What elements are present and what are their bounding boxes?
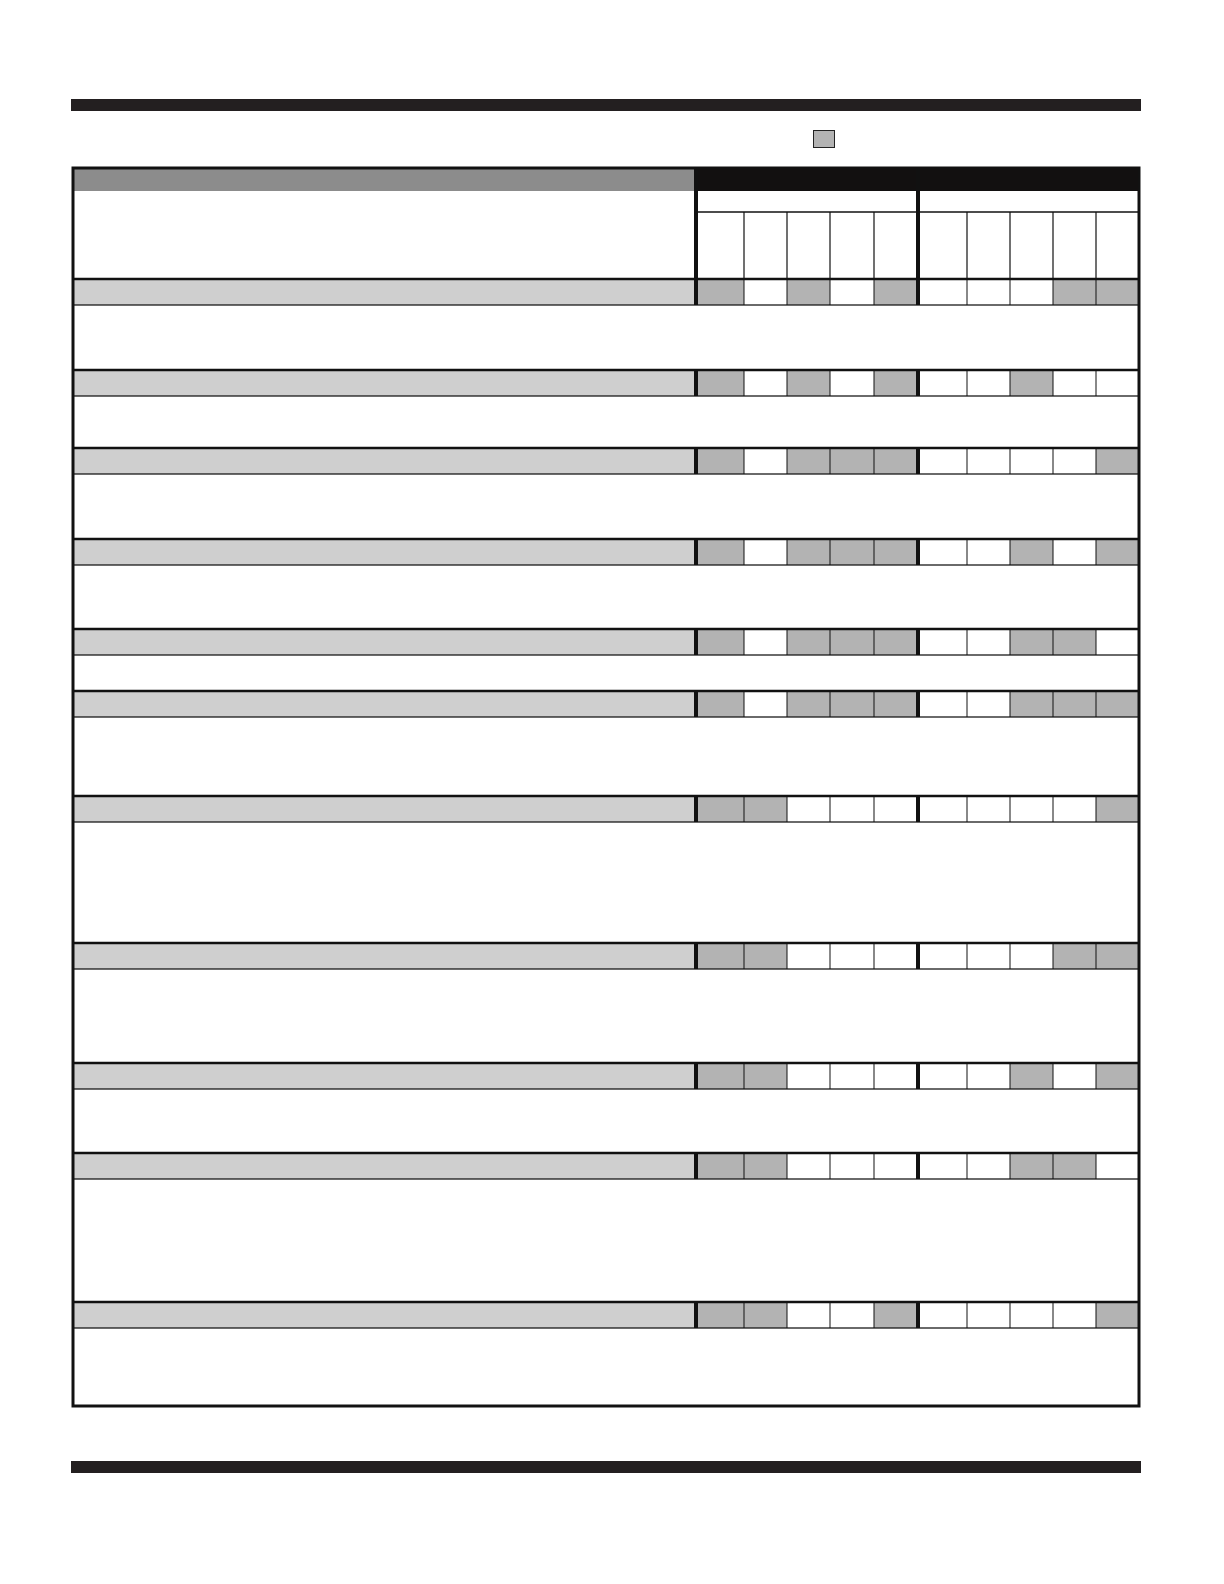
rating-cell xyxy=(787,943,830,969)
rating-cell xyxy=(874,629,918,655)
rating-cell xyxy=(697,1153,744,1179)
rating-cell xyxy=(697,1302,744,1328)
rating-cell xyxy=(874,943,918,969)
rating-cell xyxy=(1010,1302,1053,1328)
rating-cell xyxy=(1053,1302,1096,1328)
rating-cell xyxy=(918,629,967,655)
section-bar xyxy=(73,796,696,822)
rating-cell xyxy=(1096,796,1139,822)
rating-cell xyxy=(1010,539,1053,565)
section-bar xyxy=(73,691,696,717)
rating-cell xyxy=(1053,539,1096,565)
rating-cell xyxy=(1096,691,1139,717)
rating-cell xyxy=(874,448,918,474)
rating-cell xyxy=(918,691,967,717)
rating-cell xyxy=(830,629,874,655)
rating-cell xyxy=(874,691,918,717)
rating-cell xyxy=(787,691,830,717)
rating-cell xyxy=(697,539,744,565)
rating-cell xyxy=(697,691,744,717)
rating-cell xyxy=(1096,448,1139,474)
rating-cell xyxy=(1010,279,1053,305)
rating-cell xyxy=(1053,279,1096,305)
rating-cell xyxy=(1053,796,1096,822)
rating-cell xyxy=(967,539,1010,565)
rating-cell xyxy=(874,1153,918,1179)
rating-cell xyxy=(744,943,787,969)
rating-cell xyxy=(744,1063,787,1089)
rating-cell xyxy=(787,370,830,396)
rating-cell xyxy=(787,279,830,305)
rating-cell xyxy=(697,1063,744,1089)
rating-cell xyxy=(697,629,744,655)
rating-cell xyxy=(1096,539,1139,565)
rating-cell xyxy=(874,1302,918,1328)
rating-cell xyxy=(918,370,967,396)
rating-cell xyxy=(967,448,1010,474)
rating-cell xyxy=(830,691,874,717)
rating-cell xyxy=(1096,1153,1139,1179)
rating-cell xyxy=(1010,1063,1053,1089)
rating-cell xyxy=(918,448,967,474)
rating-cell xyxy=(1096,370,1139,396)
rating-cell xyxy=(830,1302,874,1328)
rating-cell xyxy=(744,1302,787,1328)
bottom-rule xyxy=(71,1461,1141,1473)
rating-cell xyxy=(967,370,1010,396)
rating-cell xyxy=(744,370,787,396)
rating-cell xyxy=(1010,1153,1053,1179)
section-bar xyxy=(73,539,696,565)
rating-cell xyxy=(787,796,830,822)
rating-cell xyxy=(967,279,1010,305)
rating-cell xyxy=(787,1063,830,1089)
rating-cell xyxy=(787,448,830,474)
rating-cell xyxy=(697,943,744,969)
section-bar xyxy=(73,1063,696,1089)
rating-cell xyxy=(967,629,1010,655)
section-bar xyxy=(73,943,696,969)
rating-cell xyxy=(1010,691,1053,717)
rating-cell xyxy=(744,539,787,565)
section-bar xyxy=(73,448,696,474)
rating-cell xyxy=(830,370,874,396)
rating-cell xyxy=(1010,629,1053,655)
rating-cell xyxy=(1010,796,1053,822)
rating-cell xyxy=(967,1302,1010,1328)
rating-cell xyxy=(1053,943,1096,969)
rating-cell xyxy=(918,1063,967,1089)
rating-cell xyxy=(787,629,830,655)
rating-cell xyxy=(1053,1153,1096,1179)
rating-cell xyxy=(830,448,874,474)
rating-cell xyxy=(697,448,744,474)
title-bar xyxy=(73,168,696,191)
rating-cell xyxy=(918,279,967,305)
group-header-left xyxy=(696,168,918,191)
rating-cell xyxy=(697,370,744,396)
rating-cell xyxy=(830,539,874,565)
section-bar xyxy=(73,279,696,305)
rating-cell xyxy=(967,943,1010,969)
rating-cell xyxy=(874,1063,918,1089)
rating-cell xyxy=(1053,629,1096,655)
rating-cell xyxy=(830,796,874,822)
rating-cell xyxy=(1096,629,1139,655)
rating-cell xyxy=(744,1153,787,1179)
rating-cell xyxy=(744,629,787,655)
rating-cell xyxy=(787,539,830,565)
rating-cell xyxy=(830,1153,874,1179)
rating-cell xyxy=(830,943,874,969)
section-bar xyxy=(73,1153,696,1179)
rating-cell xyxy=(830,1063,874,1089)
rating-cell xyxy=(1053,1063,1096,1089)
rating-cell xyxy=(1010,943,1053,969)
rating-cell xyxy=(967,796,1010,822)
rating-cell xyxy=(1010,370,1053,396)
rating-cell xyxy=(697,279,744,305)
rating-cell xyxy=(787,1153,830,1179)
rating-cell xyxy=(918,1302,967,1328)
rating-cell xyxy=(874,370,918,396)
rating-cell xyxy=(787,1302,830,1328)
rating-cell xyxy=(874,279,918,305)
rating-cell xyxy=(967,691,1010,717)
rating-cell xyxy=(967,1153,1010,1179)
rating-cell xyxy=(744,796,787,822)
section-bar xyxy=(73,370,696,396)
rating-cell xyxy=(967,1063,1010,1089)
rating-cell xyxy=(918,943,967,969)
rating-cell xyxy=(1053,448,1096,474)
rating-cell xyxy=(697,796,744,822)
rating-cell xyxy=(744,448,787,474)
section-bar xyxy=(73,629,696,655)
rating-cell xyxy=(1010,448,1053,474)
rating-cell xyxy=(1096,1063,1139,1089)
rating-cell xyxy=(918,539,967,565)
rating-cell xyxy=(744,691,787,717)
rating-cell xyxy=(1053,691,1096,717)
group-header-right xyxy=(918,168,1139,191)
rating-cell xyxy=(918,1153,967,1179)
rating-cell xyxy=(874,796,918,822)
rating-cell xyxy=(1053,370,1096,396)
rating-cell xyxy=(1096,1302,1139,1328)
rating-cell xyxy=(1096,279,1139,305)
outer-border xyxy=(73,168,1139,1406)
rating-cell xyxy=(830,279,874,305)
rating-cell xyxy=(744,279,787,305)
rating-cell xyxy=(918,796,967,822)
rating-cell xyxy=(874,539,918,565)
rating-cell xyxy=(1096,943,1139,969)
section-bar xyxy=(73,1302,696,1328)
